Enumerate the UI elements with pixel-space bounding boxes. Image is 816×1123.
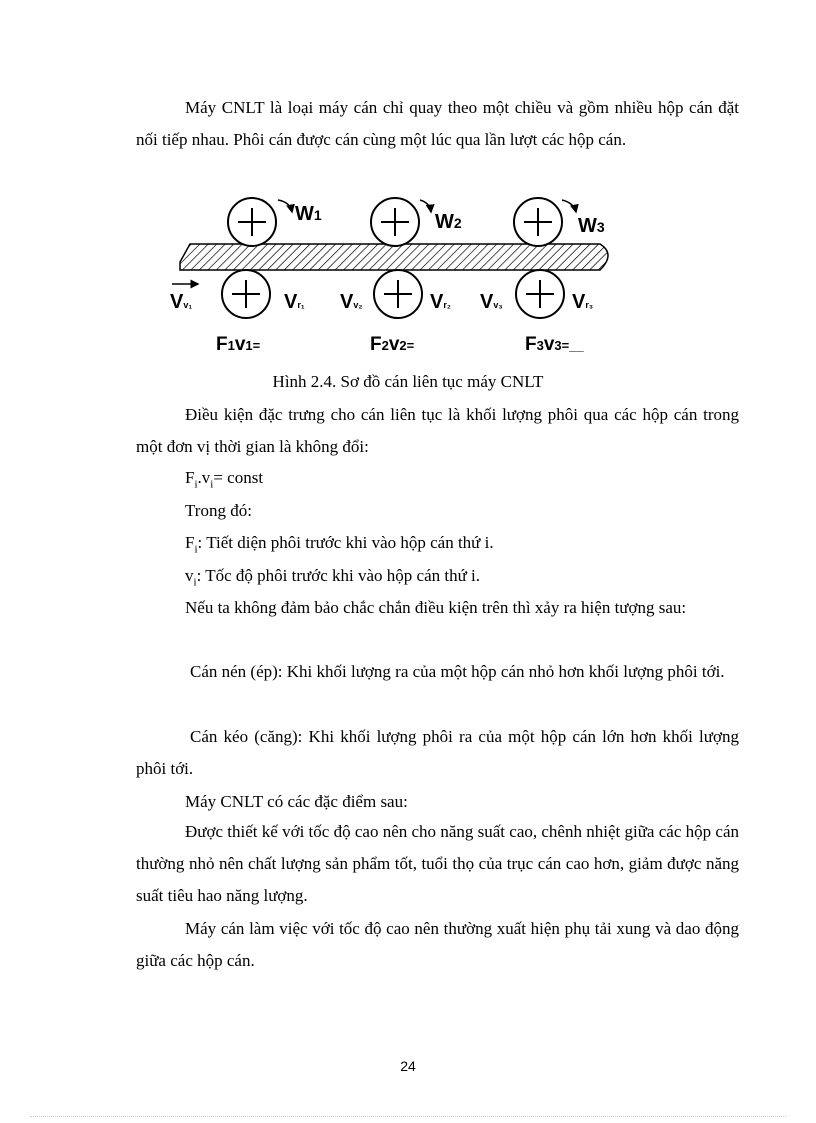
formula: $F_i.v_i=$ const bbox=[185, 468, 264, 491]
features-intro: Máy CNLT có các đặc điểm sau: bbox=[185, 792, 408, 811]
flow-label-1: F1v1= bbox=[216, 334, 261, 355]
roll-upper-1 bbox=[228, 198, 276, 246]
paragraph-compression: Cán nén (ép): Khi khối lượng ra của một hộp cán nhỏ hơn khối lượng phôi tới. bbox=[190, 662, 725, 681]
roll-upper-2 bbox=[371, 198, 419, 246]
paragraph-consequence: Nếu ta không đảm bảo chắc chắn điều kiện trên thì xảy ra hiện tượng sau: bbox=[185, 598, 687, 617]
v-in-label-2: Vv₂ bbox=[340, 291, 363, 313]
paragraph-intro: Máy CNLT là loại máy cán chỉ quay theo một chiều và gồm nhiều hộp cán đặt nối tiếp nhau. Phôi cán được cán cùng một lúc qua lần lượt các hộp cán. bbox=[136, 98, 739, 149]
w-label-3: W3 bbox=[578, 215, 605, 237]
rotation-arrow-1 bbox=[278, 200, 292, 212]
roll-lower-2 bbox=[374, 270, 422, 318]
rotation-arrow-3 bbox=[562, 200, 576, 212]
definition-v: $v_i$: Tốc độ phôi trước khi vào hộp cán thứ i. bbox=[185, 566, 481, 589]
flow-label-2: F2v2= bbox=[370, 334, 415, 355]
rotation-arrow-2 bbox=[420, 200, 431, 212]
v-in-label-1: Vv₁ bbox=[170, 291, 193, 313]
v-out-label-2: Vr₂ bbox=[430, 291, 451, 313]
definition-f: $F_i$: Tiết diện phôi trước khi vào hộp cán thứ i. bbox=[185, 533, 494, 556]
w-label-1: W1 bbox=[295, 203, 322, 225]
where-label: Trong đó: bbox=[185, 501, 252, 520]
page-number: 24 bbox=[400, 1058, 416, 1074]
roll-upper-3 bbox=[514, 198, 562, 246]
billet-bar bbox=[180, 244, 608, 270]
v-out-label-1: Vr₁ bbox=[284, 291, 305, 313]
v-out-label-3: Vr₃ bbox=[572, 291, 594, 313]
paragraph-tension: Cán kéo (căng): Khi khối lượng phôi ra của một hộp cán lớn hơn khối lượng phôi tới. bbox=[136, 727, 739, 778]
figure-caption: Hình 2.4. Sơ đồ cán liên tục máy CNLT bbox=[272, 372, 544, 391]
paragraph-vibration: Máy cán làm việc với tốc độ cao nên thường xuất hiện phụ tải xung và dao động giữa các hộp cán. bbox=[136, 919, 739, 970]
v-in-label-3: Vv₃ bbox=[480, 291, 503, 313]
roll-lower-1 bbox=[222, 270, 270, 318]
paragraph-condition: Điều kiện đặc trưng cho cán liên tục là khối lượng phôi qua các hộp cán trong một đơn vị thời gian là không đổi: bbox=[136, 405, 739, 456]
paragraph-features: Được thiết kế với tốc độ cao nên cho năng suất cao, chênh nhiệt giữa các hộp cán thường nhỏ nên chất lượng sản phẩm tốt, tuổi thọ của trục cán cao hơn, giảm được năng suất tiêu hao năng lượng. bbox=[136, 822, 739, 905]
flow-label-3: F3v3=__ bbox=[525, 334, 584, 355]
w-label-2: W2 bbox=[435, 211, 462, 233]
page-bottom-divider bbox=[30, 1116, 786, 1117]
rolling-diagram bbox=[160, 190, 630, 360]
roll-lower-3 bbox=[516, 270, 564, 318]
